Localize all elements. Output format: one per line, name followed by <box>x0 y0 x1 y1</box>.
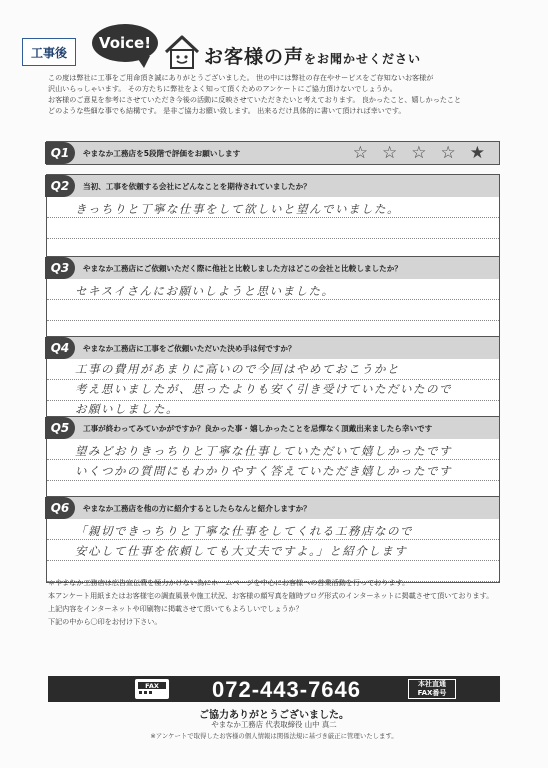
star-icon[interactable]: ☆ <box>352 143 368 163</box>
question-text: やまなか工務店を他の方に紹介するとしたらなんと紹介しますか？ <box>83 503 311 513</box>
handwritten-answer: きっちりと丁寧な仕事をして欲しいと望んでいました。 <box>75 202 400 216</box>
handwritten-answer: 考え思いましたが、思ったよりも安く引き受けていただいたので <box>75 382 452 396</box>
question-4 <box>46 336 500 423</box>
fax-label-line2: FAX番号 <box>417 689 447 697</box>
answer-area[interactable] <box>47 519 499 582</box>
answer-area[interactable] <box>47 359 499 422</box>
question-number: Q3 <box>45 257 75 279</box>
page-title <box>204 42 421 69</box>
notes <box>48 576 508 628</box>
voice-bubble: Voice! <box>92 24 158 62</box>
question-number: Q1 <box>45 142 75 164</box>
note-line: 上記内容をインターネットや印刷物に掲載させて頂いてもよろしいでしょうか？ <box>48 604 303 613</box>
question-5 <box>46 416 500 503</box>
rating-stars[interactable] <box>353 143 485 163</box>
after-construction-tag: 工事後 <box>22 38 76 66</box>
handwritten-answer: 「親切できっちりと丁寧な仕事をしてくれる工務店なので <box>75 524 413 538</box>
note-line: 下記の中から〇印をお付け下さい。 <box>48 617 162 626</box>
title-sub: をお聞かせください <box>304 52 422 66</box>
handwritten-answer: 望みどおりきっちりと丁寧な仕事していただいて嬉しかったです <box>75 444 452 458</box>
note-line: ＊やまなか工務店は広告宣伝費を極力かけない為にホームページを中心にお客様への営業活動を行っております。 <box>48 578 410 587</box>
question-text: やまなか工務店に工事をご依頼いただいた決め手は何ですか？ <box>83 343 296 353</box>
question-text: やまなか工務店を5段階で評価をお願いします <box>83 148 241 158</box>
question-text: 工事が終わってみていかがですか？良かった事・嬉しかったことを忌憚なく頂戴出来ましたら幸いです <box>83 423 433 433</box>
question-number: Q5 <box>45 417 75 439</box>
privacy-note: ※アンケートで取得したお客様の個人情報は関係法規に基づき厳正に管理いたします。 <box>150 732 398 740</box>
fax-banner <box>48 676 500 702</box>
question-text: 当初、工事を依頼する会社にどんなことを期待されていましたか？ <box>83 181 311 191</box>
question-1 <box>46 141 500 165</box>
question-number: Q6 <box>45 497 75 519</box>
question-3 <box>46 256 500 343</box>
handwritten-answer: 工事の費用があまりに高いので今回はやめておこうかと <box>75 362 400 376</box>
handwritten-answer: お願いしました。 <box>75 402 179 416</box>
handwritten-answer: いくつかの質問にもわかりやすく答えていただき嬉しかったです <box>75 464 452 478</box>
thanks-message: ご協力ありがとうございました。 <box>199 710 349 721</box>
question-number: Q2 <box>45 175 75 197</box>
question-number: Q4 <box>45 337 75 359</box>
fax-icon-label: FAX <box>145 682 159 690</box>
intro-text <box>48 72 508 116</box>
company-name: やまなか工務店 代表取締役 山中 真二 <box>211 720 337 729</box>
star-icon[interactable]: ☆ <box>382 143 398 163</box>
intro-line: お客様のご意見を参考にさせていただき今後の活動に反映させていただきたいと考えております。 良かったこと、嬉しかったこと <box>48 95 462 104</box>
question-6 <box>46 496 500 583</box>
question-text: やまなか工務店にご依頼いただく際に他社と比較しました方はどこの会社と比較しましたか？ <box>83 263 402 273</box>
house-face-icon <box>162 32 202 72</box>
intro-line: どのような些細な事でも結構です。 是非ご協力お願い致します。 出来るだけ具体的に書いて頂ければ幸いです。 <box>48 106 406 115</box>
note-line: 本アンケート用紙またはお客様宅の調査風景や施工状況、お客様の顔写真を随時ブログ形式のインターネットに掲載させて頂いております。 <box>48 591 494 600</box>
title-main: お客様の声 <box>204 46 305 68</box>
answer-area[interactable] <box>47 197 499 260</box>
fax-number: 072-443-7646 <box>212 677 362 702</box>
fax-label <box>408 679 456 699</box>
header <box>92 18 472 76</box>
fax-label-line1: 本社直通 <box>418 680 446 688</box>
handwritten-answer: セキスイさんにお願いしようと思いました。 <box>75 284 335 298</box>
star-icon[interactable]: ☆ <box>411 143 427 163</box>
question-2 <box>46 174 500 261</box>
handwritten-answer: 安心して仕事を依頼しても大丈夫ですよ。」と紹介します <box>75 544 408 558</box>
answer-area[interactable] <box>47 279 499 342</box>
intro-line: この度は弊社に工事をご用命頂き誠にありがとうございました。 世の中には弊社の存在やサービスをご存知ないお客様が <box>48 73 434 82</box>
fax-machine-icon <box>134 678 170 700</box>
intro-line: 沢山いらっしゃいます。 その方たちに弊社をよく知って頂くためのアンケートにご協力頂けないでしょうか。 <box>48 84 397 93</box>
answer-area[interactable] <box>47 439 499 502</box>
star-icon[interactable]: ☆ <box>440 143 456 163</box>
star-icon[interactable]: ★ <box>469 143 485 163</box>
